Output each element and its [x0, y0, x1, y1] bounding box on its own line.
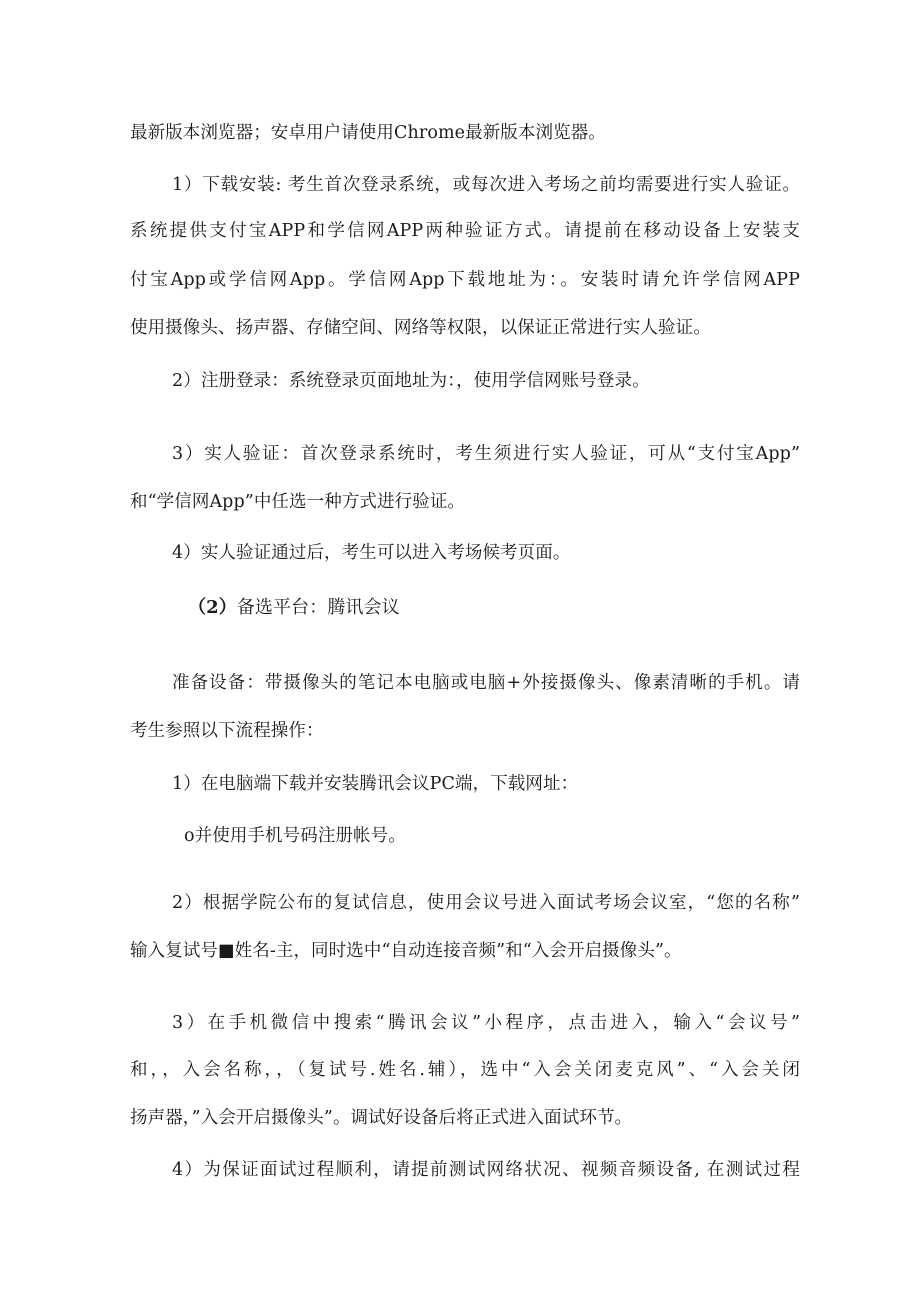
text-line-16: 输入复试号■姓名-主，同时选中“自动连接音频”和“入会开启摄像头”。: [130, 941, 682, 961]
text-line-5: 使用摄像头、扬声器、存储空间、网络等权限，以保证正常进行实人验证。: [130, 318, 711, 338]
text-line-19: 扬声器，”入会开启摄像头”。调试好设备后将正式进入面试环节。: [130, 1108, 633, 1128]
text-line-13: 1）在电脑端下载并安装腾讯会议PC端，下载网址：: [172, 774, 579, 794]
section-title: 备选平台：腾讯会议: [236, 597, 400, 618]
text-line-14: o并使用手机号码注册帐号。: [184, 826, 406, 846]
text-line-11: 准备设备：带摄像头的笔记本电脑或电脑+外接摄像头、像素清晰的手机。请: [172, 673, 800, 693]
text-line-2: 1）下载安装: 考生首次登录系统，或每次进入考场之前均需要进行实人验证。: [172, 175, 800, 195]
text-line-1: 最新版本浏览器；安卓用户请使用Chrome最新版本浏览器。: [130, 123, 606, 143]
section-heading: [188, 596, 858, 620]
text-line-9: 4）实人验证通过后，考生可以进入考场候考页面。: [172, 543, 571, 563]
text-line-12: 考生参照以下流程操作：: [130, 721, 324, 741]
text-line-17: 3）在手机微信中搜索“腾讯会议”小程序，点击进入，输入“会议号”: [172, 1013, 800, 1033]
text-line-6: 2）注册登录：系统登录页面地址为：，使用学信网账号登录。: [172, 371, 650, 391]
text-line-3: 系统提供支付宝APP和学信网APP两种验证方式。请提前在移动设备上安装支: [130, 221, 800, 241]
section-number: （2）: [188, 597, 237, 618]
text-line-7: 3）实人验证：首次登录系统时，考生须进行实人验证，可从“支付宝App”: [172, 444, 800, 464]
text-line-20: 4）为保证面试过程顺利，请提前测试网络状况、视频音频设备, 在测试过程: [172, 1160, 800, 1180]
text-line-15: 2）根据学院公布的复试信息，使用会议号进入面试考场会议室，“您的名称”: [172, 893, 800, 913]
text-line-18: 和，，入会名称，，（复试号.姓名.辅），选中“入会关闭麦克风”、“入会关闭: [130, 1060, 800, 1080]
text-line-8: 和“学信网App”中任选一种方式进行验证。: [130, 492, 466, 512]
text-line-4: 付宝App或学信网App。学信网App下载地址为：。安装时请允许学信网APP: [130, 270, 800, 290]
